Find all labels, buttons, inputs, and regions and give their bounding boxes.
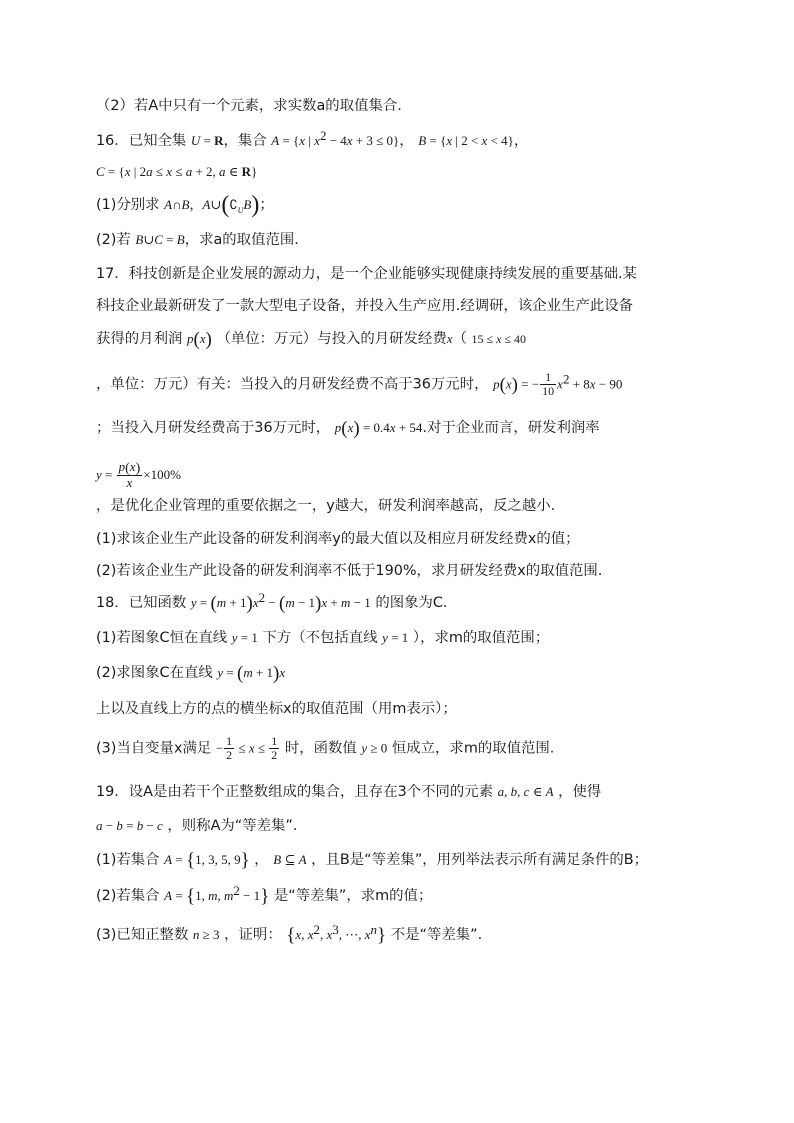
q19-line2: a − b = b − c ，则称A为“等差集”.: [96, 818, 298, 834]
q17-profit-rate-formula: y = $\frac{p(x)}{x}$ ×100%: [96, 459, 181, 490]
q17-line7: ，是优化企业管理的重要依据之一，y越大，研发利润率越高，反之越小.: [96, 498, 556, 514]
q17-part2: (2)若该企业生产此设备的研发利润率不低于190%，求月研发经费x的取值范围.: [96, 563, 603, 579]
q16-part1: (1)分别求 A∩B，$A\cup(∁_UB)$；: [96, 192, 274, 218]
q19-part2: (2)若集合 A = {1, m, $m^2 - 1$} 是“等差集”，求m的值；: [96, 883, 433, 907]
q19-line1: 19．设A是由若干个正整数组成的集合，且存在3个不同的元素 a, b, c ∈ A ，使得: [96, 784, 602, 800]
q17-line3: 获得的月利润 p(x) （单位：万元）与投入的月研发经费x（ 15 ≤ x ≤ 40: [96, 329, 526, 350]
q18-line1: 18．已知函数 $y = (m + 1)x^2 - (m - 1)x + m - 1$ 的图象为C.: [96, 590, 448, 614]
q17-line4: ，单位：万元）有关：当投入的月研发经费不高于36万元时， p(x) = − $\frac{1}{10}$ $x^2 + 8x - 90$: [96, 370, 623, 398]
q17-line5: ；当投入月研发经费高于36万元时， p(x) = 0.4x + 54.对于企业而言，研发利润率: [96, 418, 600, 439]
q18-part2: (2)求图象C在直线 y = (m + 1)x: [96, 663, 286, 684]
q16-part2: (2)若 B∪C = B，求a的取值范围.: [96, 232, 299, 248]
q16-set-A: A: [271, 133, 280, 148]
q16-universal-set: U: [190, 133, 201, 148]
q16-set-B: B: [418, 133, 427, 148]
q19-part1: (1)若集合 A = {1, 3, 5, 9} ， B ⊆ A ，且B是“等差集”，用列举法表示所有满足条件的B；: [96, 850, 649, 871]
q19-part3: (3)已知正整数 n ≥ 3 ，证明： {x, $x^2$, $x^3$, ⋯, $x^n$} 不是“等差集”.: [96, 922, 483, 946]
q18-part3: (3)当自变量x满足 − $\frac{1}{2}$ ≤ x ≤ $\frac{1}{2}$ 时，函数值 y ≥ 0 恒成立，求m的取值范围.: [96, 734, 555, 762]
q16-set-C: C = {x | 2a ≤ x ≤ a + 2, a ∈ R}: [96, 164, 258, 179]
q18-part2-cont: 上以及直线上方的点的横坐标x的取值范围（用m表示）；: [96, 701, 457, 717]
q15-part2: （2）若A中只有一个元素，求实数a的取值集合.: [96, 98, 402, 114]
q17-line1: 17．科技创新是企业发展的源动力，是一个企业能够实现健康持续发展的重要基础.某: [96, 266, 637, 282]
q16-line1: 16．已知全集 U = R，集合 A = {x | $x^2 - 4x + 3 \le 0$}， B = {x | 2 < x < 4}，: [96, 128, 529, 149]
q17-line2: 科技企业最新研发了一款大型电子设备，并投入生产应用.经调研，该企业生产此设备: [96, 298, 634, 314]
q17-part1: (1)求该企业生产此设备的研发利润率y的最大值以及相应月研发经费x的值；: [96, 531, 580, 547]
q18-part1: (1)若图象C恒在直线 y = 1 下方（不包括直线 y = 1 ），求m的取值范围；: [96, 630, 550, 646]
